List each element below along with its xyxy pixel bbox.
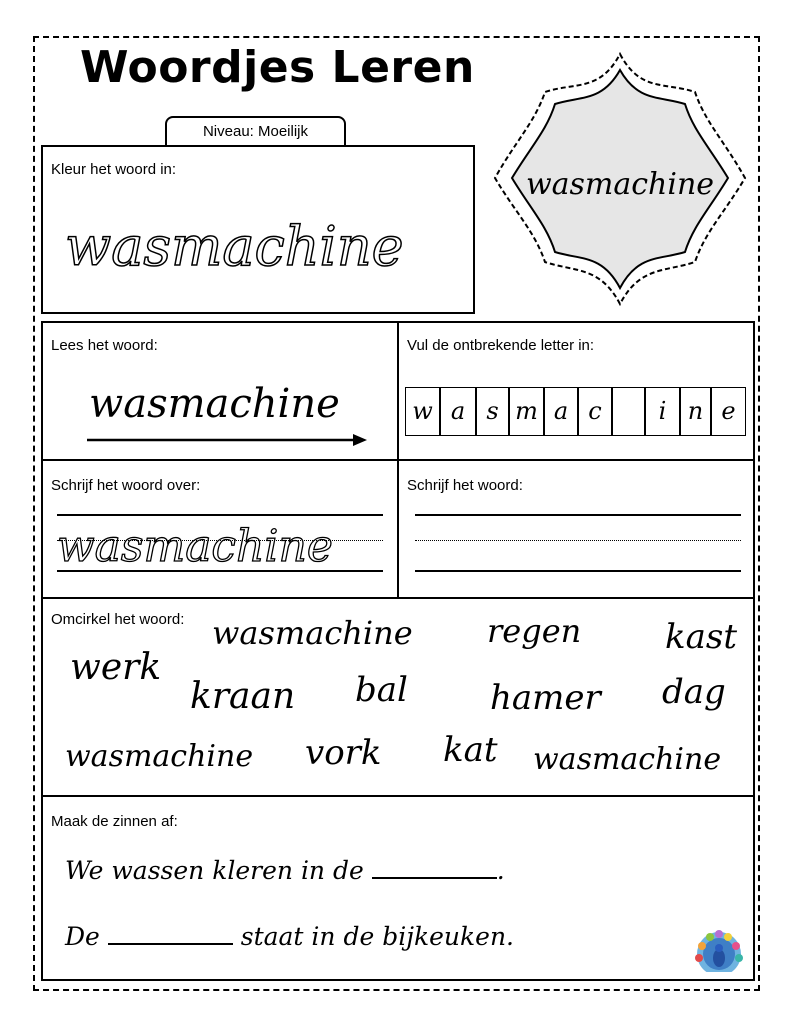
word-option[interactable]: werk <box>70 647 162 688</box>
word-option[interactable]: bal <box>355 670 408 710</box>
sentences-box <box>41 795 755 981</box>
trace-word: wasmachine <box>57 521 333 572</box>
trace-label: Schrijf het woord over: <box>51 477 201 494</box>
trace-word-box <box>41 459 399 599</box>
letter-cell: n <box>680 387 711 436</box>
read-word: wasmachine <box>89 381 340 427</box>
letter-cell: i <box>645 387 680 436</box>
sentences-label: Maak de zinnen af: <box>51 813 178 830</box>
word-option[interactable]: kraan <box>190 676 296 717</box>
word-option[interactable]: wasmachine <box>212 614 413 652</box>
letter-cell: c <box>578 387 612 436</box>
sentence-1-end: . <box>496 856 505 885</box>
page-title: Woordjes Leren <box>80 42 475 93</box>
peacock-logo <box>688 928 750 978</box>
letter-cell: a <box>544 387 578 436</box>
word-option[interactable]: hamer <box>490 678 601 718</box>
color-label: Kleur het woord in: <box>51 161 177 178</box>
color-word-box <box>41 145 475 314</box>
sentence-1 <box>65 856 505 885</box>
write-label: Schrijf het woord: <box>407 477 523 494</box>
sentence-2 <box>65 922 514 951</box>
level-tab: Niveau: Moeilijk <box>165 116 346 146</box>
circle-label: Omcirkel het woord: <box>51 611 185 628</box>
letter-cell: s <box>476 387 509 436</box>
base-line[interactable] <box>415 570 741 572</box>
word-option[interactable]: vork <box>305 733 382 773</box>
sentence-1-start: We wassen kleren in de <box>65 856 364 885</box>
letter-cell: w <box>405 387 440 436</box>
arrow-icon <box>87 433 369 447</box>
word-option[interactable]: wasmachine <box>65 739 254 774</box>
fill-label: Vul de ontbrekende letter in: <box>407 337 595 354</box>
word-option[interactable]: kat <box>443 730 498 770</box>
word-option[interactable]: wasmachine <box>533 742 722 777</box>
top-line <box>415 514 741 516</box>
word-option[interactable]: regen <box>487 612 582 650</box>
top-line <box>57 514 383 516</box>
read-word-box <box>41 321 399 461</box>
badge-word: wasmachine <box>525 167 715 202</box>
sentence-2-start: De <box>65 922 100 951</box>
mid-line <box>415 540 741 541</box>
write-word-box <box>397 459 755 599</box>
letter-cell: m <box>509 387 544 436</box>
letter-cell: e <box>711 387 746 436</box>
letter-cell-blank[interactable] <box>612 387 645 436</box>
word-option[interactable]: dag <box>662 672 726 712</box>
sentence-1-blank[interactable] <box>372 857 497 879</box>
sentence-2-blank[interactable] <box>108 923 233 945</box>
outline-word: wasmachine <box>65 215 404 278</box>
word-option[interactable]: kast <box>665 617 737 657</box>
letter-cell: a <box>440 387 476 436</box>
read-label: Lees het woord: <box>51 337 158 354</box>
sentence-2-end: staat in de bijkeuken. <box>240 922 515 951</box>
star-badge <box>490 52 750 306</box>
